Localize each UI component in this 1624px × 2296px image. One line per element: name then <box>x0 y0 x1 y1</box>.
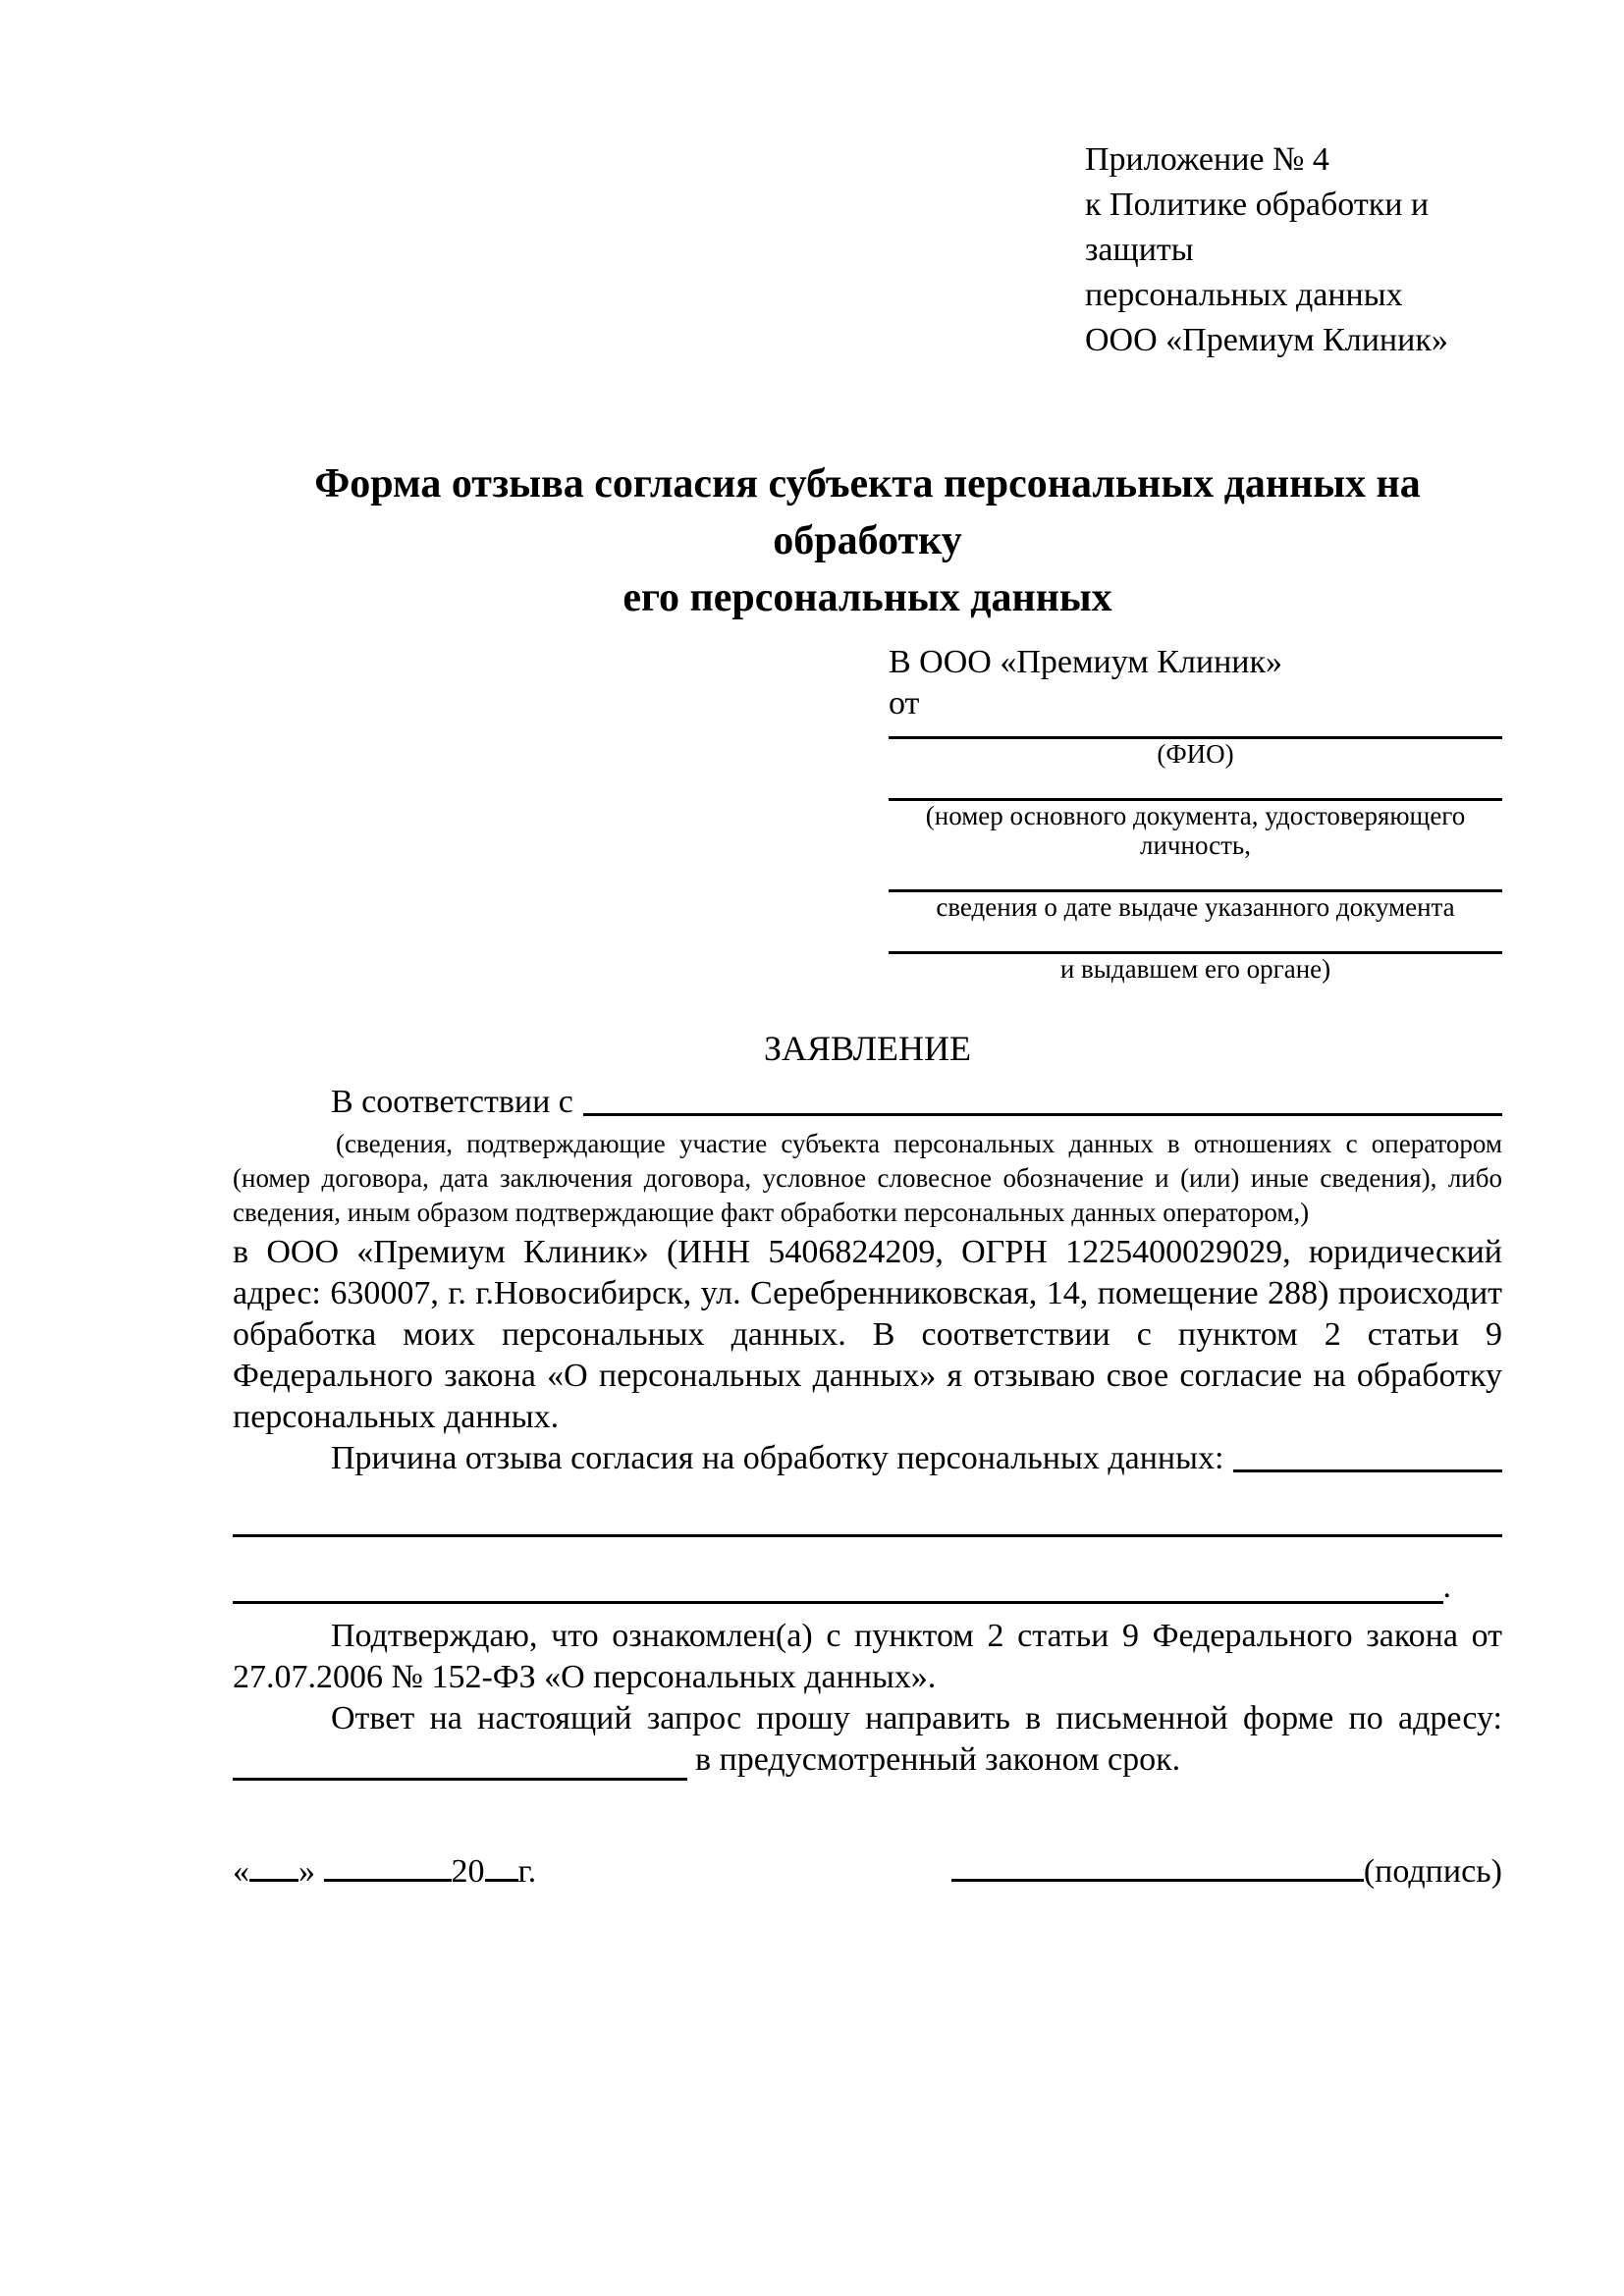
appendix-note-line: ООО «Премиум Клиник» <box>1085 322 1448 358</box>
reason-blank-line <box>1233 1469 1502 1472</box>
fine-print-note: (сведения, подтверждающие участие субъекта персональных данных в отношениях с оператором (номер договора, дата заключения договора, условное словесное обозначение и (или) иные сведения), либо сведения, иным образом подтверждающие факт обработки персональных данных оператором,) <box>233 1129 1502 1227</box>
date-year-prefix: 20 <box>451 1853 485 1890</box>
date-year-suffix: г. <box>517 1853 537 1890</box>
signature-blank-line <box>951 1879 1364 1882</box>
accordance-lead: В соответствии с <box>331 1084 573 1120</box>
reason-lead: Причина отзыва согласия на обработку персональных данных: <box>331 1440 1224 1476</box>
addressee-to: В ООО «Премиум Клиник» <box>889 644 1283 680</box>
addressee-from: от <box>889 685 920 721</box>
main-paragraph: в ООО «Премиум Клиник» (ИНН 5406824209, ОГРН 1225400029029, юридический адрес: 630007, г. г.Новосибирск, ул. Серебренниковская, 14, помещение 288) происходит обработка моих персональных данных. В соответствии с пунктом 2 статьи 9 Федерального закона «О персональных данных» я отзываю свое согласие на обработку персональных данных. <box>233 1234 1502 1435</box>
issue-date-blank-line <box>889 860 1502 892</box>
appendix-note-line: к Политике обработки и защиты <box>1085 187 1430 268</box>
confirm-paragraph: Подтверждаю, что ознакомлен(а) с пунктом 2 статьи 9 Федерального закона от 27.07.2006 № 152-ФЗ «О персональных данных». <box>233 1618 1502 1695</box>
issuing-authority-caption: и выдавшем его органе) <box>1059 954 1331 984</box>
date-year-blank-line <box>485 1879 518 1882</box>
document-title-line1: Форма отзыва согласия субъекта персональных данных на обработку <box>314 461 1421 563</box>
reason-row <box>233 1438 1502 1479</box>
date-month-blank-line <box>324 1879 452 1882</box>
reply-paragraph-tail: в предусмотренный законом срок. <box>695 1741 1181 1778</box>
appendix-note-line: персональных данных <box>1085 277 1403 313</box>
date-day-blank-line <box>249 1879 298 1882</box>
blank-line <box>233 1601 1443 1604</box>
reply-paragraph-line1: Ответ на настоящий запрос прошу направить в письменной форме по адресу: <box>331 1700 1502 1736</box>
statement-heading: ЗАЯВЛЕНИЕ <box>763 1029 972 1068</box>
signature-row <box>233 1851 1502 1893</box>
appendix-note <box>1085 137 1502 363</box>
fio-blank-line <box>889 724 1502 739</box>
date-group <box>233 1851 536 1893</box>
signature-caption: (подпись) <box>1363 1853 1502 1890</box>
accordance-blank-line <box>583 1113 1502 1116</box>
addressee-block <box>889 642 1502 984</box>
appendix-note-line: Приложение № 4 <box>1085 141 1329 178</box>
accordance-row <box>233 1082 1502 1123</box>
document-title <box>233 455 1502 626</box>
date-quote-open: « <box>233 1853 249 1890</box>
issuing-authority-blank-line <box>889 922 1502 954</box>
date-quote-close: » <box>298 1853 315 1890</box>
document-title-line2: его персональных данных <box>623 575 1112 620</box>
document-number-caption: (номер основного документа, удостоверяющего личность, <box>925 801 1466 860</box>
signature-group <box>951 1851 1502 1893</box>
document-number-blank-line <box>889 769 1502 801</box>
reason-blank-line-2 <box>233 1534 1502 1537</box>
fio-caption: (ФИО) <box>1157 739 1234 769</box>
reason-blank-line-3 <box>233 1571 1502 1604</box>
reply-address-blank-line <box>233 1778 687 1781</box>
trailing-period: . <box>1442 1569 1451 1605</box>
reply-paragraph-line2 <box>233 1739 1502 1781</box>
issue-date-caption: сведения о дате выдаче указанного документа <box>936 892 1455 922</box>
